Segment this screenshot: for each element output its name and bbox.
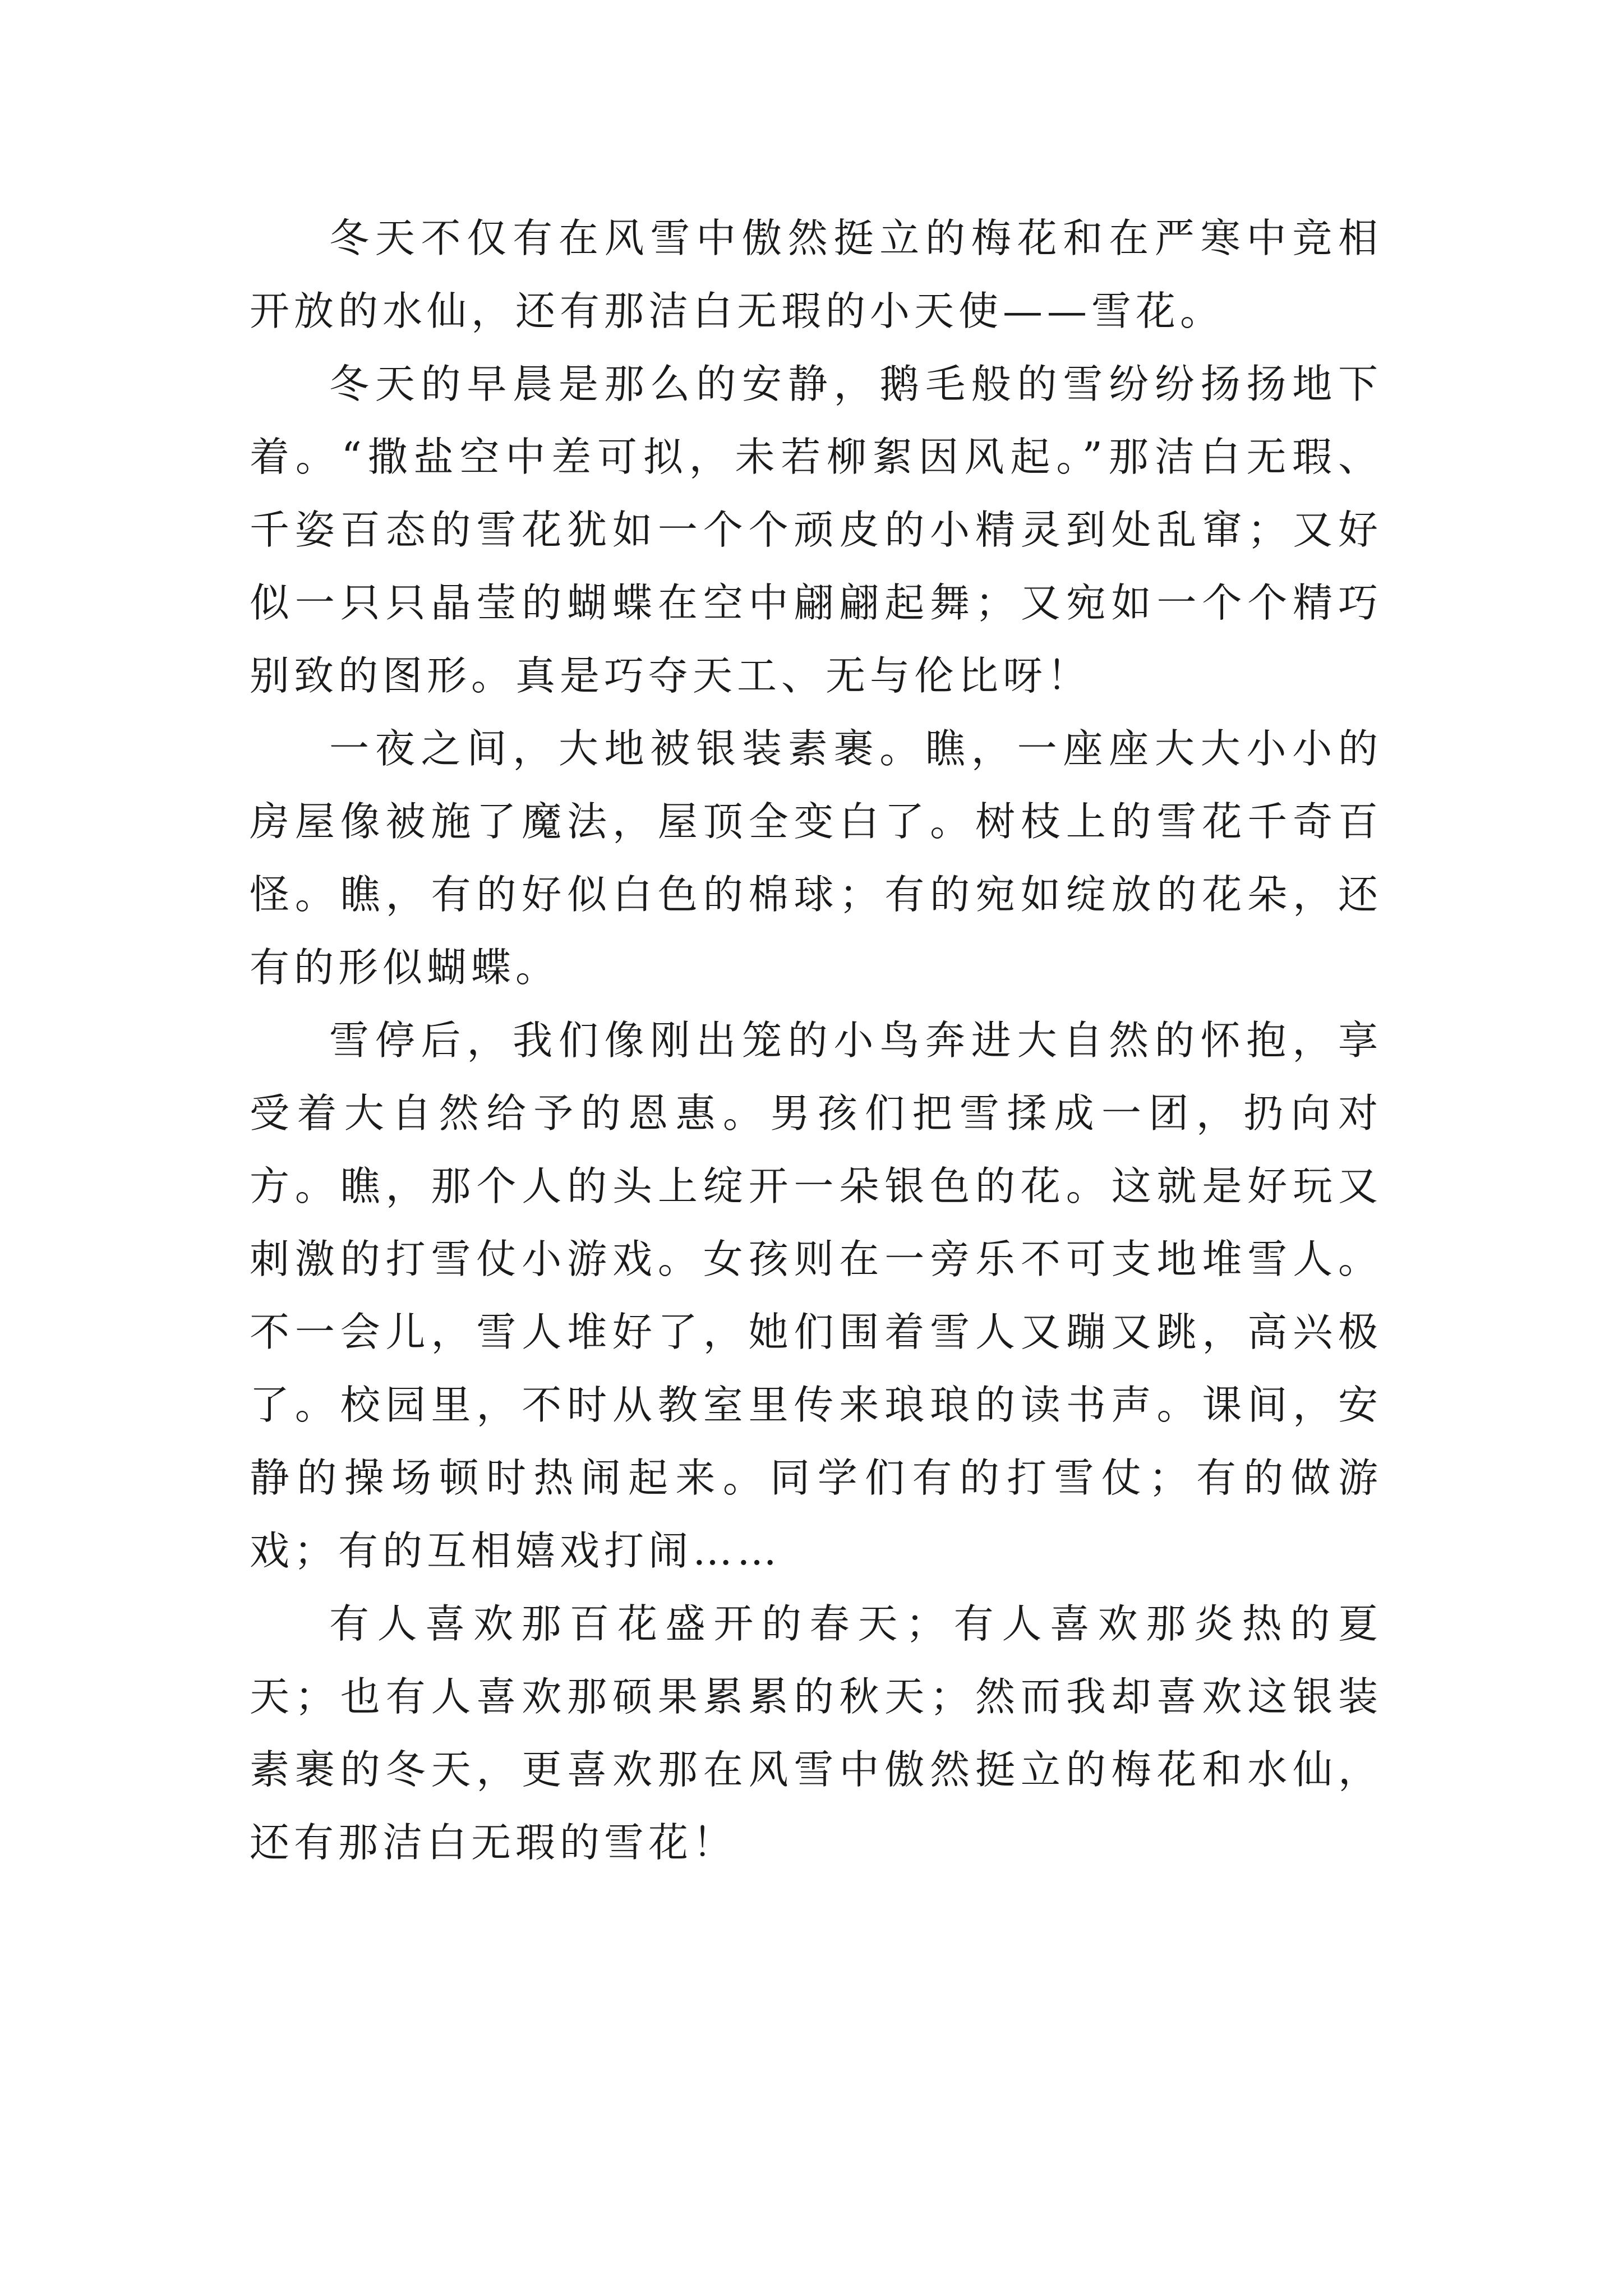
paragraph-2: 冬天的早晨是那么的安静，鹅毛般的雪纷纷扬扬地下着。“撒盐空中差可拟，未若柳絮因风起。”那洁白无瑕、千姿百态的雪花犹如一个个顽皮的小精灵到处乱窜；又好似一只只晶莹的蝴蝶在空中翩翩起舞；又宛如一个个精巧别致的图形。真是巧夺天工、无与伦比呀！ [250,361,1382,699]
essay-body [250,202,1382,1879]
paragraph-5: 有人喜欢那百花盛开的春天；有人喜欢那炎热的夏天；也有人喜欢那硕果累累的秋天；然而我却喜欢这银装素裹的冬天，更喜欢那在风雪中傲然挺立的梅花和水仙，还有那洁白无瑕的雪花！ [250,1600,1382,1866]
paragraph-1: 冬天不仅有在风雪中傲然挺立的梅花和在严寒中竞相开放的水仙，还有那洁白无瑕的小天使——雪花。 [250,215,1382,334]
paragraph-4: 雪停后，我们像刚出笼的小鸟奔进大自然的怀抱，享受着大自然给予的恩惠。男孩们把雪揉成一团，扔向对方。瞧，那个人的头上绽开一朵银色的花。这就是好玩又刺激的打雪仗小游戏。女孩则在一旁乐不可支地堆雪人。不一会儿，雪人堆好了，她们围着雪人又蹦又跳，高兴极了。校园里，不时从教室里传来琅琅的读书声。课间，安静的操场顿时热闹起来。同学们有的打雪仗；有的做游戏；有的互相嬉戏打闹…… [250,1017,1382,1574]
paragraph-3: 一夜之间，大地被银装素裹。瞧，一座座大大小小的房屋像被施了魔法，屋顶全变白了。树枝上的雪花千奇百怪。瞧，有的好似白色的棉球；有的宛如绽放的花朵，还有的形似蝴蝶。 [250,725,1382,991]
